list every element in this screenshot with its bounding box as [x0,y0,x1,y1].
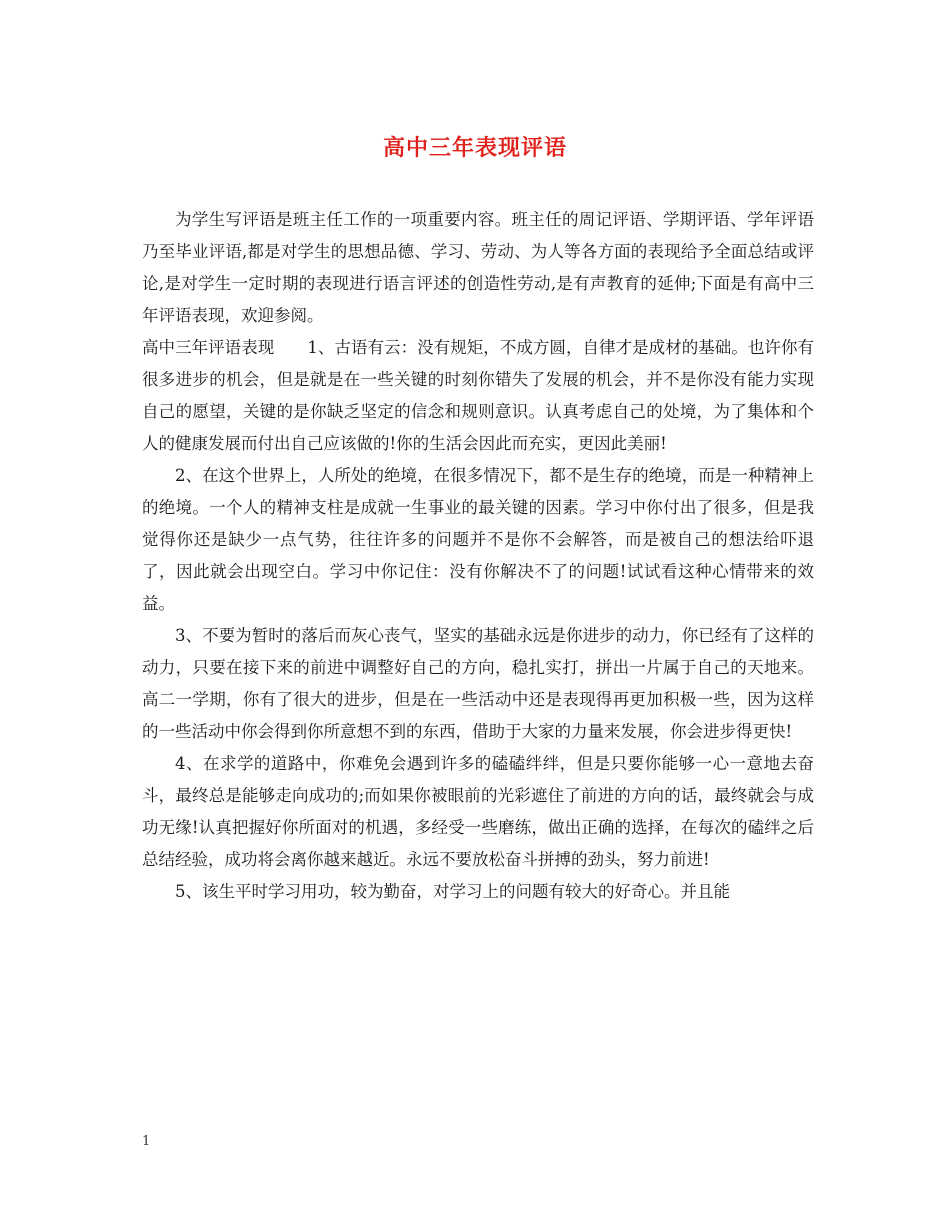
paragraph-4: 4、在求学的道路中，你难免会遇到许多的磕磕绊绊，但是只要你能够一心一意地去奋斗，最终总是能够走向成功的;而如果你被眼前的光彩遮住了前进的方向的话，最终就会与成功无缘!认真把握好你所面对的机遇，多经受一些磨练，做出正确的选择，在每次的磕绊之后总结经验，成功将会离你越来越近。永远不要放松奋斗拼搏的劲头，努力前进! [142,754,814,869]
paragraph-3: 3、不要为暂时的落后而灰心丧气，坚实的基础永远是你进步的动力，你已经有了这样的动力，只要在接下来的前进中调整好自己的方向，稳扎实打，拼出一片属于自己的天地来。高二一学期，你有了很大的进步，但是在一些活动中还是表现得再更加积极一些，因为这样的一些活动中你会得到你所意想不到的东西，借助于大家的力量来发展，你会进步得更快! [142,626,814,741]
paragraph-1: 高中三年评语表现 1、古语有云：没有规矩，不成方圆，自律才是成材的基础。也许你有很多进步的机会，但是就是在一些关键的时刻你错失了发展的机会，并不是你没有能力实现自己的愿望，关键的是你缺乏坚定的信念和规则意识。认真考虑自己的处境，为了集体和个人的健康发展而付出自己应该做的!你的生活会因此而充实，更因此美丽! [142,338,814,453]
page-title: 高中三年表现评语 [382,135,567,161]
page-number: 1 [142,1134,151,1149]
document-body [142,204,814,908]
paragraph-5: 5、该生平时学习用功，较为勤奋，对学习上的问题有较大的好奇心。并且能 [175,882,730,901]
paragraph-intro: 为学生写评语是班主任工作的一项重要内容。班主任的周记评语、学期评语、学年评语乃至毕业评语,都是对学生的思想品德、学习、劳动、为人等各方面的表现给予全面总结或评论,是对学生一定时期的表现进行语言评述的创造性劳动,是有声教育的延伸;下面是有高中三年评语表现，欢迎参阅。 [142,210,814,325]
paragraph-2: 2、在这个世界上，人所处的绝境，在很多情况下，都不是生存的绝境，而是一种精神上的绝境。一个人的精神支柱是成就一生事业的最关键的因素。学习中你付出了很多，但是我觉得你还是缺少一点气势，往往许多的问题并不是你不会解答，而是被自己的想法给吓退了，因此就会出现空白。学习中你记住：没有你解决不了的问题!试试看这种心情带来的效益。 [142,466,814,613]
